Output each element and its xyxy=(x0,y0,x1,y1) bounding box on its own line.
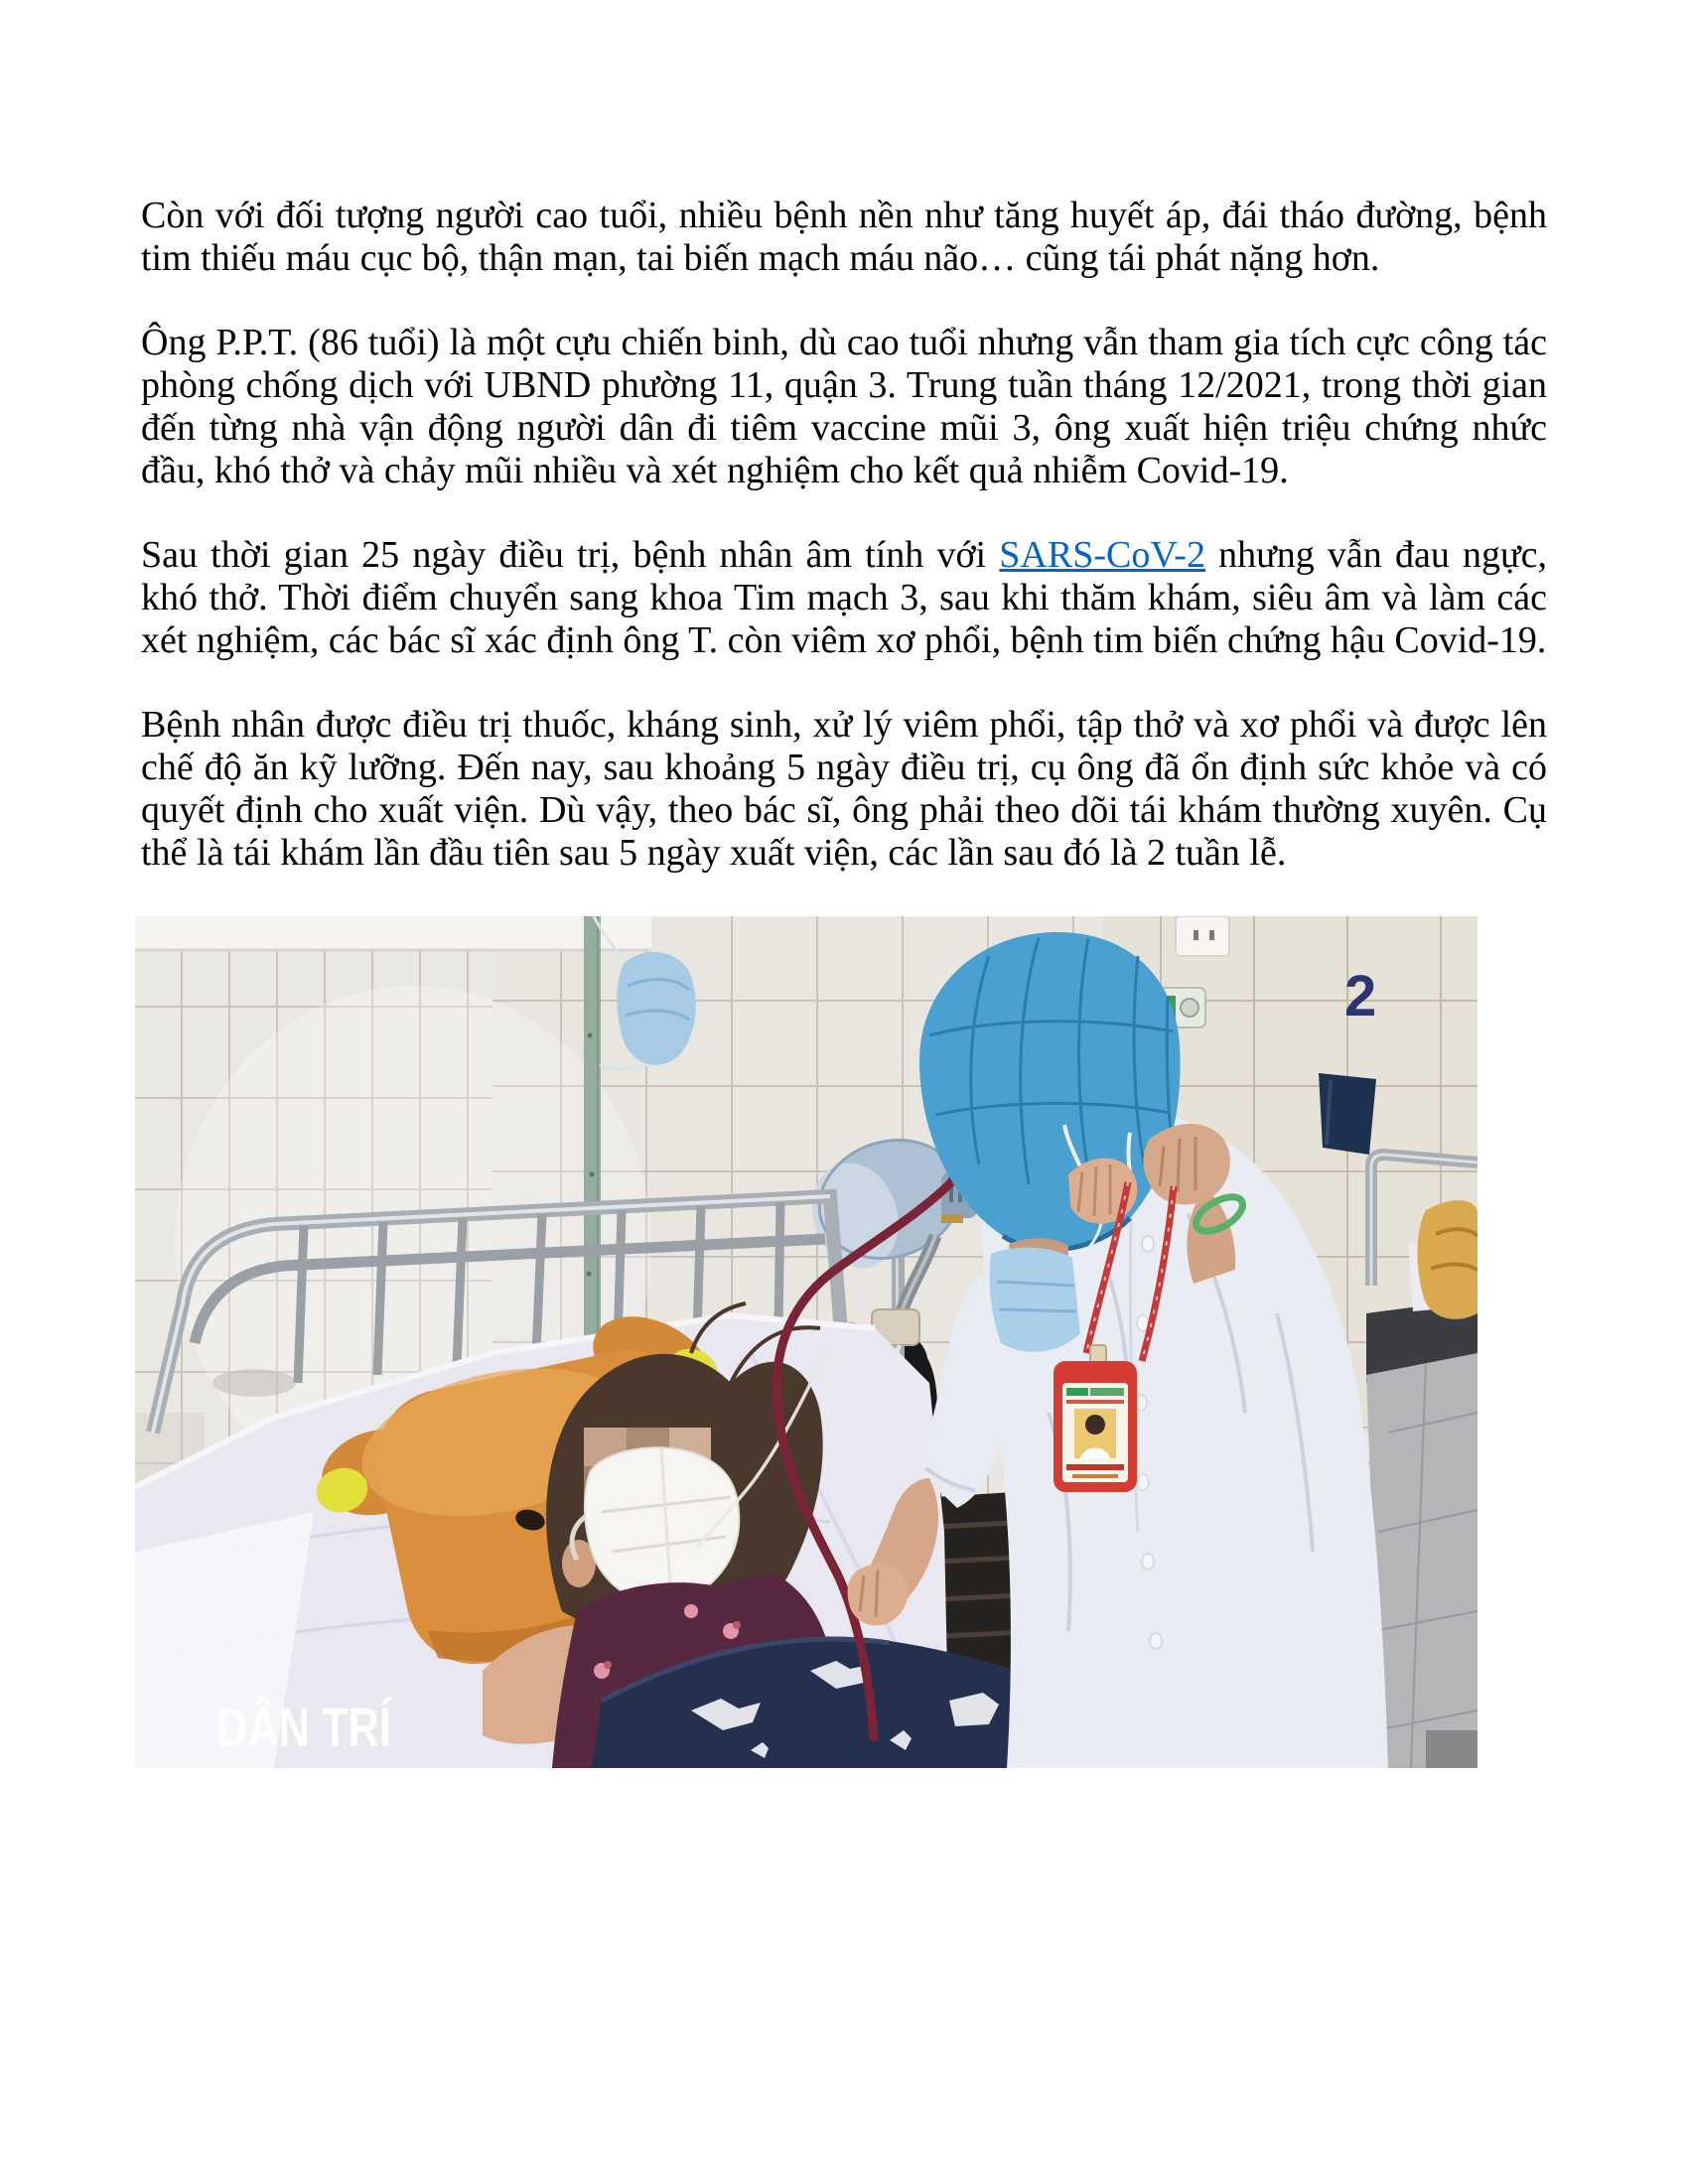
wall-strip xyxy=(584,916,601,1341)
paragraph-3-before-link: Sau thời gian 25 ngày điều trị, bệnh nhân âm tính với xyxy=(141,534,1000,576)
paragraph-3 xyxy=(141,534,1547,662)
wall-outlet xyxy=(1176,916,1229,956)
id-badge xyxy=(1054,1345,1137,1492)
paragraph-3-after-link: nhưng vẫn đau ngực, khó thở. Thời điểm chuyển sang khoa Tim mạch 3, sau khi thăm khám, siêu âm và làm các xét nghiệm, các bác sĩ xác định ông T. còn viêm xơ phổi, bệnh tim biến chứng hậu Covid-19. xyxy=(141,534,1547,661)
article-body xyxy=(141,195,1547,1768)
doctor-surgical-mask xyxy=(989,1248,1080,1352)
hospital-photo-illustration xyxy=(135,916,1477,1768)
sars-cov-2-link[interactable]: SARS-CoV-2 xyxy=(999,534,1205,576)
paragraph-4: Bệnh nhân được điều trị thuốc, kháng sinh, xử lý viêm phổi, tập thở và xơ phổi và được lên chế độ ăn kỹ lưỡng. Đến nay, sau khoảng 5 ngày điều trị, cụ ông đã ổn định sức khỏe và có quyết định cho xuất viện. Dù vậy, theo bác sĩ, ông phải theo dõi tái khám thường xuyên. Cụ thể là tái khám lần đầu tiên sau 5 ngày xuất viện, các lần sau đó là 2 tuần lễ. xyxy=(141,704,1547,874)
room-number-text: 2 xyxy=(1344,964,1377,1028)
paragraph-1: Còn với đối tượng người cao tuổi, nhiều bệnh nền như tăng huyết áp, đái tháo đường, bệnh tim thiếu máu cục bộ, thận mạn, tai biến mạch máu não… cũng tái phát nặng hơn. xyxy=(141,195,1547,279)
doctor-hand-far xyxy=(1143,1124,1229,1204)
wall-folder xyxy=(1319,1073,1376,1155)
yellow-towel xyxy=(1417,1200,1477,1319)
dan-tri-watermark: DÂN TRÍ xyxy=(216,1696,393,1758)
article-photo xyxy=(135,916,1477,1768)
paragraph-2: Ông P.P.T. (86 tuổi) là một cựu chiến binh, dù cao tuổi nhưng vẫn tham gia tích cực công tác phòng chống dịch với UBND phường 11, quận 3. Trung tuần tháng 12/2021, trong thời gian đến từng nhà vận động người dân đi tiêm vaccine mũi 3, ông xuất hiện triệu chứng nhức đầu, khó thở và chảy mũi nhiều và xét nghiệm cho kết quả nhiễm Covid-19. xyxy=(141,322,1547,491)
